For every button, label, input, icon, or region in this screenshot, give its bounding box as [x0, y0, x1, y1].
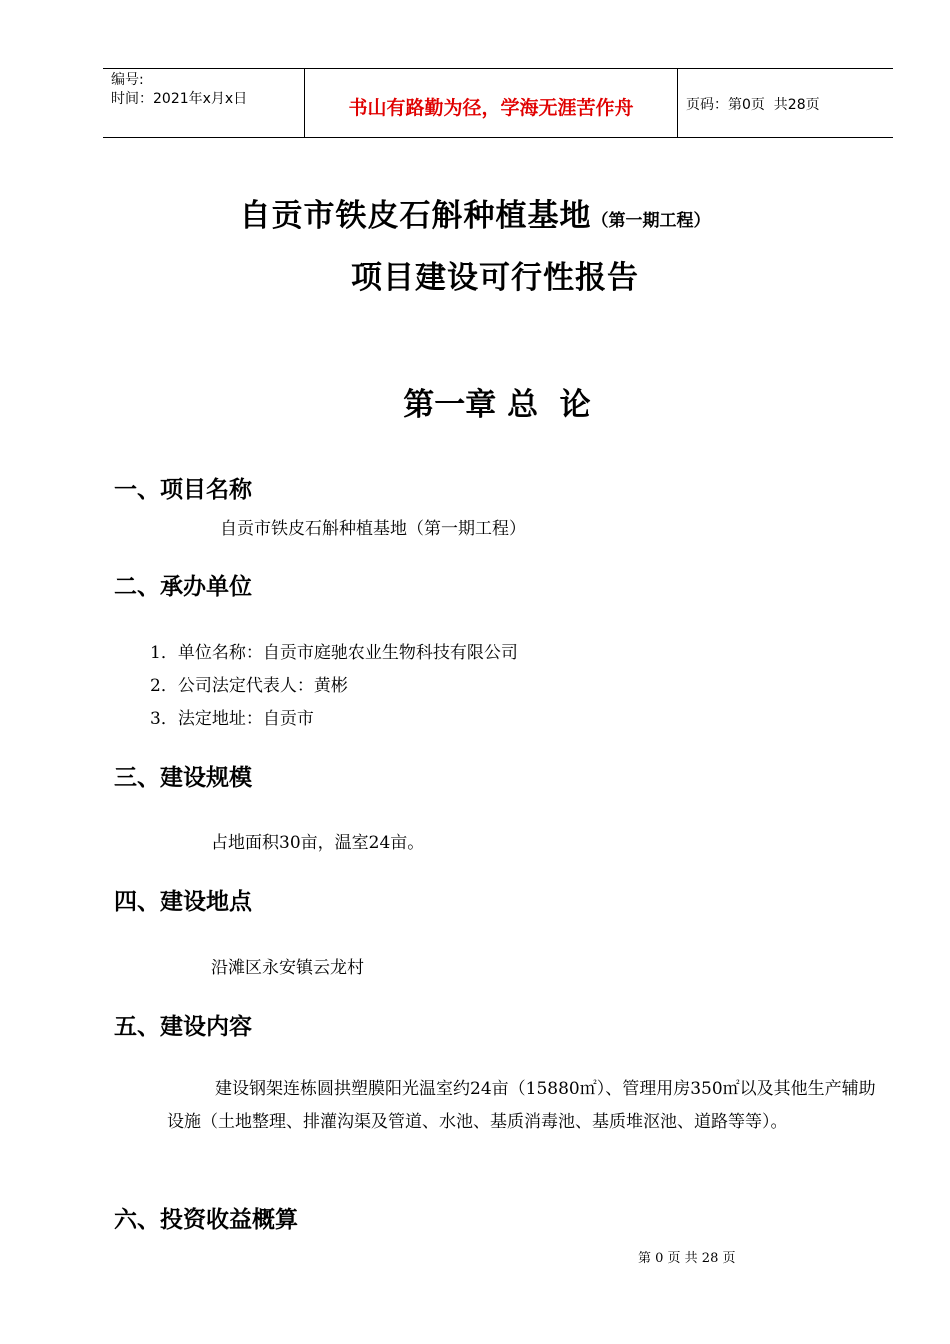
header-meta [103, 69, 304, 137]
section-heading-5: 五、建设内容 [114, 1014, 252, 1040]
section-text-1: 自贡市铁皮石斛种植基地（第一期工程） [220, 519, 526, 539]
section-text-5: 建设钢架连栋圆拱塑膜阳光温室约24亩（15880㎡）、管理用房350㎡以及其他生产辅助设施（土地整理、排灌沟渠及管道、水池、基质消毒池、基质堆沤池、道路等等）。 [167, 1079, 876, 1132]
document-title [0, 190, 950, 235]
title-phase: （第一期工程） [591, 211, 711, 231]
section-text-4: 沿滩区永安镇云龙村 [211, 958, 364, 978]
section-heading-2: 二、承办单位 [114, 574, 252, 600]
page-header [103, 68, 893, 138]
page-label: 页码：第0页 共28页 [686, 97, 820, 113]
document-subtitle: 项目建设可行性报告 [351, 260, 639, 296]
list-item: 2．公司法定代表人：黄彬 [150, 676, 348, 696]
header-page [678, 69, 893, 137]
footer-page-number: 第 0 页 共 28 页 [638, 1251, 736, 1266]
number-label: 编号: [111, 72, 144, 88]
title-main: 自贡市铁皮石斛种植基地 [239, 198, 592, 234]
time-label: 时间：2021年x月x日 [111, 91, 248, 107]
section-heading-3: 三、建设规模 [114, 765, 252, 791]
section-heading-6: 六、投资收益概算 [114, 1207, 298, 1233]
list-item: 3．法定地址：自贡市 [150, 709, 314, 729]
header-motto [304, 69, 678, 137]
section-heading-4: 四、建设地点 [114, 889, 252, 915]
section-text-3: 占地面积30亩，温室24亩。 [211, 833, 425, 853]
section-heading-1: 一、项目名称 [114, 477, 252, 503]
chapter-heading: 第一章 总 论 [403, 387, 591, 423]
motto-text: 书山有路勤为径，学海无涯苦作舟 [348, 96, 634, 119]
list-item: 1．单位名称：自贡市庭驰农业生物科技有限公司 [150, 643, 518, 663]
